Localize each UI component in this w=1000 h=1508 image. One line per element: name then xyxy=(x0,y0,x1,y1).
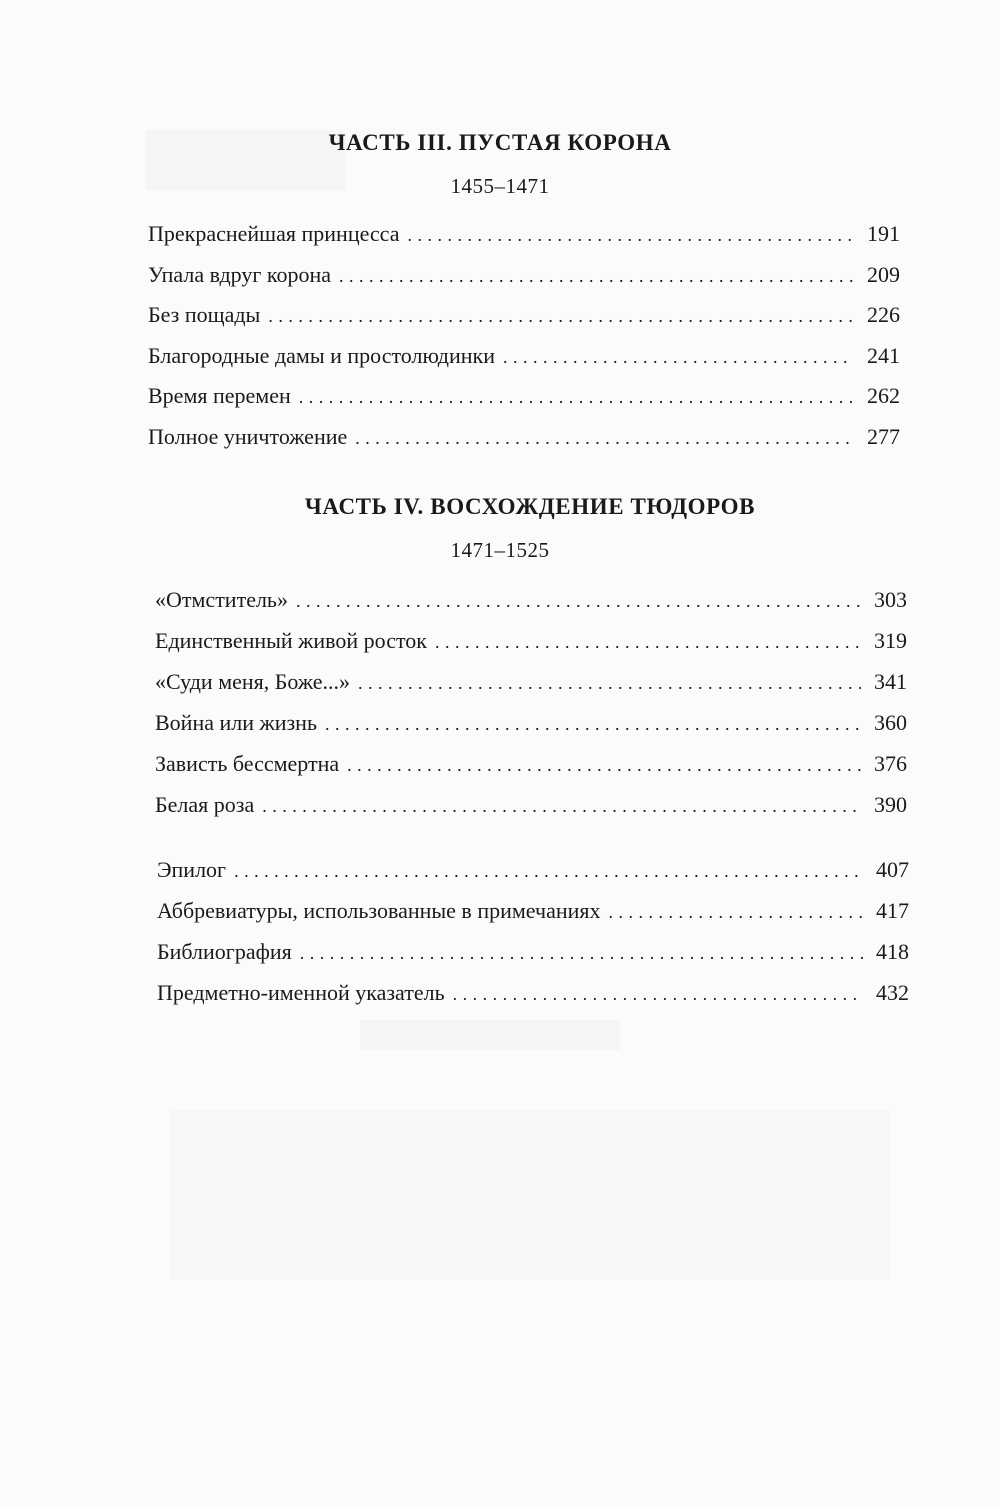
toc-entry-title: «Суди меня, Боже...» xyxy=(155,669,351,694)
toc-leader-dots xyxy=(355,423,854,445)
toc-leader-dots xyxy=(347,750,861,772)
toc-entry[interactable] xyxy=(157,978,909,1008)
toc-leader-dots xyxy=(339,261,854,283)
toc-entry-page: 241 xyxy=(867,343,900,368)
toc-entry-title: Зависть бессмертна xyxy=(155,751,340,776)
toc-leader-dots xyxy=(358,668,861,690)
part-3-years: 1455–1471 xyxy=(450,174,550,198)
toc-entry-title: Аббревиатуры, использованные в примечаниях xyxy=(157,898,601,923)
toc-entry-title: Белая роза xyxy=(155,792,255,817)
toc-leader-dots xyxy=(453,979,863,1001)
toc-leader-dots xyxy=(503,342,854,364)
toc-entry-page: 407 xyxy=(876,857,909,882)
toc-entry-page: 319 xyxy=(874,628,907,653)
toc-leader-dots xyxy=(609,897,863,919)
toc-entry-title: Предметно-именной указатель xyxy=(157,980,445,1005)
toc-entry[interactable] xyxy=(157,937,909,967)
toc-entry-title: Без пощады xyxy=(148,302,261,327)
toc-entry[interactable] xyxy=(148,341,900,371)
toc-entry-title: Благородные дамы и простолюдинки xyxy=(148,343,495,368)
toc-entry[interactable] xyxy=(148,381,900,411)
toc-entry-page: 432 xyxy=(876,980,909,1005)
part-4-section xyxy=(0,492,1000,564)
toc-entry[interactable] xyxy=(148,260,900,290)
toc-entry-title: Полное уничтожение xyxy=(148,424,348,449)
toc-entry[interactable] xyxy=(155,667,907,697)
toc-entry-page: 341 xyxy=(874,669,907,694)
backmatter-entries xyxy=(157,855,909,1008)
toc-entry[interactable] xyxy=(148,422,900,452)
toc-leader-dots xyxy=(300,938,863,960)
toc-entry-title: Единственный живой росток xyxy=(155,628,427,653)
toc-leader-dots xyxy=(262,791,861,813)
toc-entry-title: Библиография xyxy=(157,939,292,964)
toc-entry-page: 303 xyxy=(874,587,907,612)
toc-leader-dots xyxy=(325,709,861,731)
toc-entry-page: 226 xyxy=(867,302,900,327)
toc-entry-title: Война или жизнь xyxy=(155,710,317,735)
part-4-title: ЧАСТЬ IV. ВОСХОЖДЕНИЕ ТЮДОРОВ xyxy=(304,494,756,519)
toc-entry-page: 376 xyxy=(874,751,907,776)
toc-entry-page: 418 xyxy=(876,939,909,964)
part-3-section xyxy=(0,128,1000,200)
toc-entry-title: Эпилог xyxy=(157,857,227,882)
toc-entry[interactable] xyxy=(157,855,909,885)
toc-entry[interactable] xyxy=(155,749,907,779)
toc-entry-page: 390 xyxy=(874,792,907,817)
toc-entry[interactable] xyxy=(148,300,900,330)
toc-entry-page: 191 xyxy=(867,221,900,246)
toc-entry-page: 262 xyxy=(867,383,900,408)
toc-entry[interactable] xyxy=(155,790,907,820)
toc-leader-dots xyxy=(407,220,854,242)
toc-entry-page: 417 xyxy=(876,898,909,923)
toc-entry[interactable] xyxy=(148,219,900,249)
part-3-entries xyxy=(148,219,900,452)
toc-entry-title: Прекраснейшая принцесса xyxy=(148,221,400,246)
toc-entry-title: Время перемен xyxy=(148,383,291,408)
part-4-entries xyxy=(155,585,907,820)
toc-entry[interactable] xyxy=(157,896,909,926)
bleed-through-decoration xyxy=(360,1020,620,1050)
toc-entry-page: 209 xyxy=(867,262,900,287)
part-4-years: 1471–1525 xyxy=(450,538,550,562)
part-3-title: ЧАСТЬ III. ПУСТАЯ КОРОНА xyxy=(328,130,672,155)
toc-entry[interactable] xyxy=(155,626,907,656)
toc-entry-page: 277 xyxy=(867,424,900,449)
toc-entry[interactable] xyxy=(155,708,907,738)
toc-entry-page: 360 xyxy=(874,710,907,735)
toc-leader-dots xyxy=(435,627,861,649)
toc-entry-title: Упала вдруг корона xyxy=(148,262,331,287)
toc-entry-title: «Отмститель» xyxy=(155,587,288,612)
toc-leader-dots xyxy=(234,856,863,878)
toc-leader-dots xyxy=(268,301,854,323)
bleed-through-decoration xyxy=(170,1110,890,1280)
toc-leader-dots xyxy=(296,586,861,608)
toc-leader-dots xyxy=(299,382,854,404)
toc-entry[interactable] xyxy=(155,585,907,615)
